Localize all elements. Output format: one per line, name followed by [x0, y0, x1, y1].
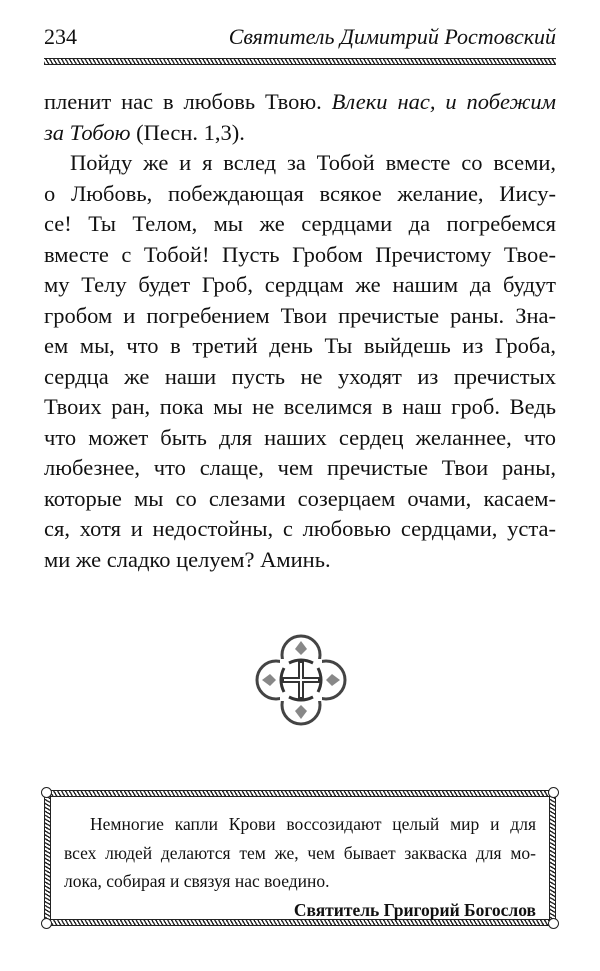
quote-attribution: Святитель Григорий Богослов: [293, 899, 536, 920]
body-text: [44, 87, 556, 575]
quatrefoil-cross-ornament-icon: [254, 633, 348, 727]
corner-knob: [548, 918, 559, 929]
corner-knob: [41, 787, 52, 798]
text-line: Пойду же и я вслед за Тобой вместе со всеми,: [70, 150, 556, 175]
italic-quotation: за Тобою: [44, 119, 131, 145]
text-line: сердца же наши пусть не уходят из пречистых: [44, 363, 556, 389]
header-rope-divider: [44, 58, 556, 65]
quote-box-border-top: [48, 790, 552, 797]
text-line: му Телу будет Гроб, сердцам же нашим да будут: [44, 272, 556, 297]
quote-box-border-right: [549, 794, 556, 922]
text-line: гробом и погребением Твои пречистые раны. Зна-: [44, 302, 556, 328]
running-title: Святитель Димитрий Ростовский: [228, 24, 556, 49]
text-line: что может быть для наших сердец желаннее, что: [44, 424, 556, 450]
quote-line: лока, собирая и связуя нас воедино.: [64, 871, 330, 891]
text-line: которые мы со слезами созерцаем очами, касаем-: [44, 485, 556, 511]
text-line: ем мы, что в третий день Ты выйдешь из Гроба,: [44, 333, 556, 358]
page-number: 234: [44, 24, 77, 49]
corner-knob: [548, 787, 559, 798]
scripture-reference: (Песн. 1,3).: [130, 119, 245, 145]
text-line: вместе с Тобой! Пусть Гробом Пречистому Твое-: [44, 241, 556, 267]
text-line: [44, 87, 556, 118]
quote-line: Немногие капли Крови воссозидают целый мир и для: [90, 814, 536, 834]
quote-box: [44, 790, 556, 926]
text-line: [44, 118, 556, 149]
text-line: любезнее, что слаще, чем пречистые Твои раны,: [44, 455, 556, 480]
quote-text: [64, 810, 536, 924]
text-line: ми же сладко целуем? Аминь.: [44, 546, 331, 572]
text-run: пленит нас в любовь Твою.: [44, 89, 332, 114]
text-line: се! Ты Телом, мы же сердцами да погребемся: [44, 211, 556, 236]
italic-quotation: Влеки нас, и побежим: [331, 89, 556, 114]
quote-box-border-left: [44, 794, 51, 922]
text-line: о Любовь, побеждающая всякое желание, Иису-: [44, 180, 556, 206]
text-line: Твоих ран, пока мы не вселимся в наш гроб. Ведь: [44, 394, 556, 419]
corner-knob: [41, 918, 52, 929]
text-line: ся, хотя и недостойны, с любовью сердцами, уста-: [44, 516, 556, 541]
page-header: [44, 20, 556, 52]
quote-line: всех людей делаются тем же, чем бывает закваска для мо-: [64, 842, 536, 863]
